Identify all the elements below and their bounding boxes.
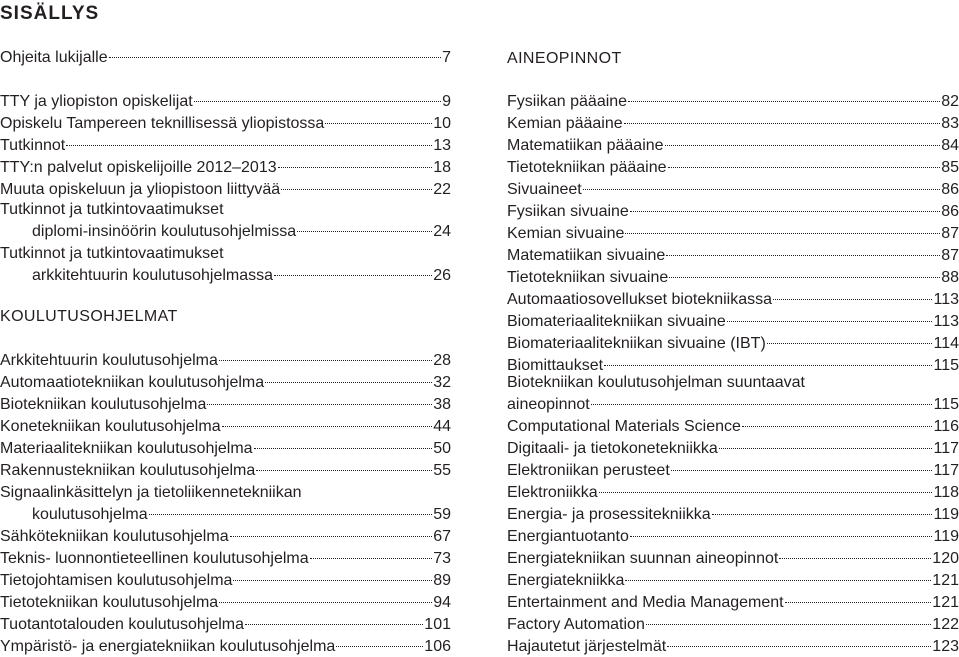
dot-leader bbox=[278, 167, 433, 168]
toc-entry-label: Ympäristö- ja energiatekniikan koulutusohjelma bbox=[0, 638, 336, 655]
toc-entry-label: Ohjeita lukijalle bbox=[0, 49, 108, 66]
toc-entry[interactable] bbox=[507, 548, 959, 569]
toc-entry-label: Sähkötekniikan koulutusohjelma bbox=[0, 528, 229, 545]
toc-entry-label: Automaatiotekniikan koulutusohjelma bbox=[0, 374, 265, 391]
toc-entry-page-number: 18 bbox=[433, 159, 451, 176]
toc-entry[interactable] bbox=[0, 157, 451, 178]
dot-leader bbox=[628, 101, 940, 102]
toc-entry[interactable] bbox=[0, 460, 451, 481]
dot-leader bbox=[109, 57, 441, 58]
toc-entry[interactable] bbox=[0, 548, 451, 569]
toc-entry-label: Tietojohtamisen koulutusohjelma bbox=[0, 572, 233, 589]
dot-leader bbox=[665, 145, 941, 146]
dot-leader bbox=[625, 580, 931, 581]
dot-leader bbox=[265, 382, 432, 383]
dot-leader bbox=[274, 275, 432, 276]
toc-entry-page-number: 84 bbox=[941, 137, 959, 154]
toc-entry[interactable] bbox=[0, 416, 451, 437]
toc-entry[interactable] bbox=[507, 91, 959, 112]
toc-entry-page-number: 119 bbox=[933, 506, 959, 523]
toc-entry[interactable] bbox=[507, 223, 959, 244]
toc-entry[interactable] bbox=[507, 614, 959, 635]
toc-entry-label: Elektroniikka bbox=[507, 484, 598, 501]
dot-leader bbox=[336, 646, 423, 647]
toc-entry[interactable] bbox=[0, 179, 451, 200]
dot-leader bbox=[194, 101, 441, 102]
toc-entry-label: TTY:n palvelut opiskelijoille 2012–2013 bbox=[0, 159, 277, 176]
toc-entry-page-number: 113 bbox=[933, 291, 959, 308]
toc-entry-label: Tietotekniikan pääaine bbox=[507, 159, 667, 176]
toc-entry[interactable] bbox=[0, 394, 451, 415]
dot-leader bbox=[256, 470, 432, 471]
toc-entry-label: Matematiikan sivuaine bbox=[507, 247, 666, 264]
toc-entry-page-number: 7 bbox=[442, 49, 451, 66]
toc-entry[interactable] bbox=[507, 135, 959, 156]
toc-entry-label: Rakennustekniikan koulutusohjelma bbox=[0, 462, 256, 479]
toc-entry-heading: Biotekniikan koulutusohjelman suuntaavat bbox=[507, 374, 805, 391]
dot-leader bbox=[624, 123, 941, 124]
toc-entry-page-number: 89 bbox=[433, 572, 451, 589]
toc-entry-heading: Tutkinnot ja tutkintovaatimukset bbox=[0, 245, 224, 262]
toc-entry-page-number: 82 bbox=[941, 93, 959, 110]
toc-entry-page-number: 38 bbox=[433, 396, 451, 413]
toc-entry[interactable] bbox=[507, 636, 959, 657]
dot-leader bbox=[599, 492, 933, 493]
dot-leader bbox=[66, 145, 432, 146]
dot-leader bbox=[625, 233, 940, 234]
toc-entry-label: Kemian pääaine bbox=[507, 115, 623, 132]
toc-entry[interactable] bbox=[507, 289, 959, 310]
toc-entry[interactable] bbox=[0, 113, 451, 134]
dot-leader bbox=[669, 277, 940, 278]
dot-leader bbox=[719, 448, 933, 449]
toc-entry[interactable] bbox=[0, 504, 451, 525]
toc-entry-label: Energiatekniikan suunnan aineopinnot bbox=[507, 550, 779, 567]
dot-leader bbox=[604, 365, 932, 366]
toc-entry-page-number: 121 bbox=[932, 572, 959, 589]
toc-entry-page-number: 28 bbox=[433, 352, 451, 369]
dot-leader bbox=[219, 602, 432, 603]
toc-entry-label: Tuotantotalouden koulutusohjelma bbox=[0, 616, 245, 633]
section-heading-programs: KOULUTUSOHJELMAT bbox=[0, 308, 178, 325]
dot-leader bbox=[712, 514, 933, 515]
toc-entry-page-number: 121 bbox=[932, 594, 959, 611]
dot-leader bbox=[297, 231, 432, 232]
toc-entry-label: Computational Materials Science bbox=[507, 418, 741, 435]
toc-entry-label: Teknis- luonnontieteellinen koulutusohjelma bbox=[0, 550, 309, 567]
toc-entry[interactable] bbox=[0, 372, 451, 393]
toc-entry[interactable] bbox=[507, 460, 959, 481]
toc-entry-page-number: 115 bbox=[933, 357, 959, 374]
dot-leader bbox=[742, 426, 933, 427]
toc-entry-page-number: 73 bbox=[433, 550, 451, 567]
dot-leader bbox=[207, 404, 432, 405]
toc-entry-label: Kemian sivuaine bbox=[507, 225, 625, 242]
toc-entry-page-number: 86 bbox=[941, 203, 959, 220]
toc-entry-page-number: 118 bbox=[933, 484, 959, 501]
dot-leader bbox=[149, 514, 433, 515]
toc-entry-label: Arkkitehtuurin koulutusohjelma bbox=[0, 352, 218, 369]
toc-entry-page-number: 119 bbox=[933, 528, 959, 545]
toc-entry-page-number: 10 bbox=[433, 115, 451, 132]
toc-entry-page-number: 55 bbox=[433, 462, 451, 479]
toc-entry-label: Sivuaineet bbox=[507, 181, 582, 198]
toc-entry-label: Tietotekniikan sivuaine bbox=[507, 269, 669, 286]
toc-entry[interactable] bbox=[507, 113, 959, 134]
dot-leader bbox=[591, 404, 933, 405]
toc-entry-page-number: 115 bbox=[933, 396, 959, 413]
toc-entry-label: koulutusohjelma bbox=[32, 506, 148, 523]
dot-leader bbox=[785, 602, 932, 603]
dot-leader bbox=[310, 558, 433, 559]
toc-entry[interactable] bbox=[507, 311, 959, 332]
toc-entry[interactable] bbox=[507, 394, 959, 415]
toc-entry-label: TTY ja yliopiston opiskelijat bbox=[0, 93, 193, 110]
toc-entry-page-number: 116 bbox=[933, 418, 959, 435]
toc-entry[interactable] bbox=[507, 201, 959, 222]
toc-entry-label: Biomateriaalitekniikan sivuaine bbox=[507, 313, 726, 330]
toc-entry-page-number: 94 bbox=[433, 594, 451, 611]
toc-entry-page-number: 88 bbox=[941, 269, 959, 286]
page-title: SISÄLLYS bbox=[0, 3, 100, 24]
dot-leader bbox=[583, 189, 940, 190]
dot-leader bbox=[667, 646, 931, 647]
dot-leader bbox=[646, 624, 931, 625]
toc-entry-label: aineopinnot bbox=[507, 396, 590, 413]
toc-entry-label: Energiantuotanto bbox=[507, 528, 629, 545]
toc-entry-label: Entertainment and Media Management bbox=[507, 594, 784, 611]
toc-entry[interactable] bbox=[0, 265, 451, 286]
dot-leader bbox=[668, 167, 941, 168]
toc-entry[interactable] bbox=[0, 438, 451, 459]
dot-leader bbox=[727, 321, 933, 322]
toc-entry-label: Elektroniikan perusteet bbox=[507, 462, 670, 479]
toc-entry-page-number: 13 bbox=[433, 137, 451, 154]
toc-entry-page-number: 44 bbox=[433, 418, 451, 435]
toc-entry[interactable] bbox=[507, 592, 959, 613]
toc-entry-page-number: 9 bbox=[442, 93, 451, 110]
toc-entry-label: Fysiikan pääaine bbox=[507, 93, 628, 110]
toc-entry-page-number: 32 bbox=[433, 374, 451, 391]
toc-entry-page-number: 117 bbox=[933, 440, 959, 457]
toc-entry[interactable] bbox=[507, 482, 959, 503]
toc-entry[interactable] bbox=[0, 614, 451, 635]
toc-entry[interactable] bbox=[507, 570, 959, 591]
toc-entry[interactable] bbox=[507, 267, 959, 288]
toc-entry-label: Biomittaukset bbox=[507, 357, 604, 374]
toc-entry-heading: Tutkinnot ja tutkintovaatimukset bbox=[0, 201, 224, 218]
toc-entry-label: Muuta opiskeluun ja yliopistoon liittyvää bbox=[0, 181, 281, 198]
toc-entry-page-number: 59 bbox=[433, 506, 451, 523]
toc-entry-label: Tutkinnot bbox=[0, 137, 66, 154]
toc-entry-page-number: 113 bbox=[933, 313, 959, 330]
dot-leader bbox=[630, 211, 940, 212]
toc-entry[interactable] bbox=[0, 570, 451, 591]
dot-leader bbox=[222, 426, 433, 427]
toc-entry[interactable] bbox=[0, 221, 451, 242]
toc-entry-label: Factory Automation bbox=[507, 616, 645, 633]
dot-leader bbox=[219, 360, 432, 361]
toc-entry[interactable] bbox=[0, 350, 451, 371]
toc-entry-page-number: 114 bbox=[933, 335, 959, 352]
dot-leader bbox=[779, 558, 931, 559]
toc-entry-label: Fysiikan sivuaine bbox=[507, 203, 629, 220]
section-heading-subjects: AINEOPINNOT bbox=[507, 50, 622, 67]
toc-entry-page-number: 87 bbox=[941, 225, 959, 242]
toc-entry-label: Matematiikan pääaine bbox=[507, 137, 664, 154]
toc-entry[interactable] bbox=[0, 135, 451, 156]
toc-entry[interactable] bbox=[507, 438, 959, 459]
toc-entry-page-number: 87 bbox=[941, 247, 959, 264]
dot-leader bbox=[254, 448, 433, 449]
toc-entry-page-number: 86 bbox=[941, 181, 959, 198]
toc-entry-page-number: 123 bbox=[932, 638, 959, 655]
dot-leader bbox=[233, 580, 432, 581]
toc-entry-label: Biotekniikan koulutusohjelma bbox=[0, 396, 207, 413]
toc-entry-page-number: 106 bbox=[424, 638, 451, 655]
toc-entry[interactable] bbox=[507, 416, 959, 437]
dot-leader bbox=[630, 536, 933, 537]
toc-entry-page-number: 117 bbox=[933, 462, 959, 479]
toc-entry-page-number: 120 bbox=[932, 550, 959, 567]
toc-entry[interactable] bbox=[507, 245, 959, 266]
dot-leader bbox=[671, 470, 933, 471]
dot-leader bbox=[767, 343, 933, 344]
toc-entry-label: Konetekniikan koulutusohjelma bbox=[0, 418, 221, 435]
toc-entry-page-number: 50 bbox=[433, 440, 451, 457]
dot-leader bbox=[666, 255, 940, 256]
toc-entry[interactable] bbox=[0, 636, 451, 657]
toc-entry-label: Digitaali- ja tietokonetekniikka bbox=[507, 440, 718, 457]
toc-entry-page-number: 83 bbox=[941, 115, 959, 132]
toc-entry-label: Automaatiosovellukset biotekniikassa bbox=[507, 291, 773, 308]
toc-entry-label: diplomi-insinöörin koulutusohjelmissa bbox=[32, 223, 297, 240]
toc-entry-label: Opiskelu Tampereen teknillisessä yliopistossa bbox=[0, 115, 325, 132]
toc-entry[interactable] bbox=[0, 526, 451, 547]
toc-entry-label: Hajautetut järjestelmät bbox=[507, 638, 667, 655]
toc-entry-page-number: 101 bbox=[424, 616, 451, 633]
dot-leader bbox=[245, 624, 423, 625]
dot-leader bbox=[281, 189, 432, 190]
dot-leader bbox=[325, 123, 432, 124]
toc-entry-label: Tietotekniikan koulutusohjelma bbox=[0, 594, 219, 611]
toc-entry-label: Energia- ja prosessitekniikka bbox=[507, 506, 711, 523]
toc-entry-page-number: 122 bbox=[932, 616, 959, 633]
toc-entry-page-number: 24 bbox=[433, 223, 451, 240]
toc-entry-page-number: 67 bbox=[433, 528, 451, 545]
dot-leader bbox=[773, 299, 932, 300]
toc-entry[interactable] bbox=[507, 504, 959, 525]
toc-entry[interactable] bbox=[0, 91, 451, 112]
toc-entry-page-number: 22 bbox=[433, 181, 451, 198]
toc-entry[interactable] bbox=[507, 179, 959, 200]
toc-entry-label: Energiatekniikka bbox=[507, 572, 625, 589]
toc-entry[interactable] bbox=[0, 592, 451, 613]
toc-entry[interactable] bbox=[0, 47, 451, 68]
toc-entry-label: arkkitehtuurin koulutusohjelmassa bbox=[32, 267, 274, 284]
toc-entry-page-number: 85 bbox=[941, 159, 959, 176]
dot-leader bbox=[230, 536, 433, 537]
toc-entry[interactable] bbox=[507, 526, 959, 547]
toc-entry-label: Materiaalitekniikan koulutusohjelma bbox=[0, 440, 253, 457]
toc-entry-heading: Signaalinkäsittelyn ja tietoliikennetekniikan bbox=[0, 484, 302, 501]
toc-entry-label: Biomateriaalitekniikan sivuaine (IBT) bbox=[507, 335, 766, 352]
toc-entry[interactable] bbox=[507, 157, 959, 178]
toc-entry[interactable] bbox=[507, 333, 959, 354]
toc-entry-page-number: 26 bbox=[433, 267, 451, 284]
